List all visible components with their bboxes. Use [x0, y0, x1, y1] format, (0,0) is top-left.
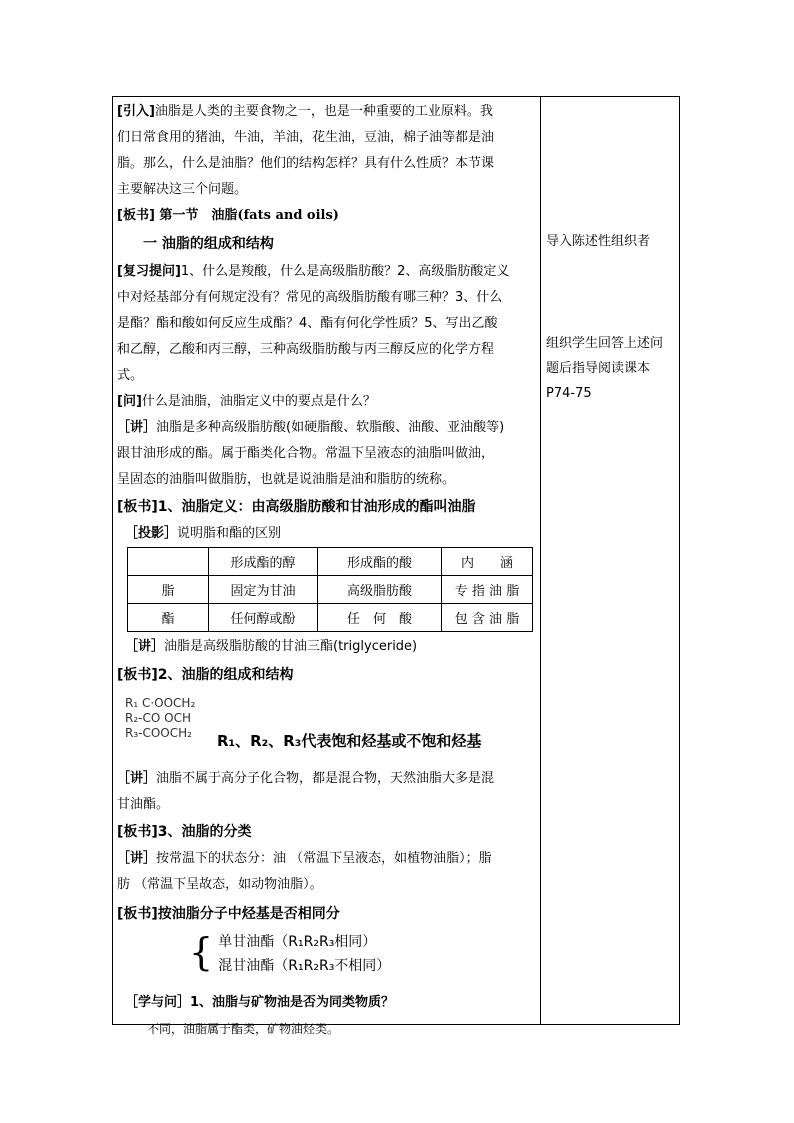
side-note-1: 导入陈述性组织者 — [546, 234, 651, 249]
intro-line-1: 油脂是人类的主要食物之一，也是一种重要的工业原料。我 — [154, 104, 493, 119]
intro-line-2: 们日常食用的猪油，牛油，羊油，花生油，豆油，棉子油等都是油 — [117, 130, 495, 145]
lecture-line-1: 按常温下的状态分：油 （常温下呈液态，如植物油脂）；脂 — [156, 851, 492, 866]
projection-tag: ［投影］ — [125, 526, 178, 541]
mixed-glyceride: 混甘油酯（R₁R₂R₃不相同） — [218, 958, 391, 974]
lecture-tag: ［讲］ — [117, 420, 157, 435]
review-tag: [复习提问] — [117, 264, 181, 279]
board-text: 按油脂分子中烃基是否相同分 — [157, 906, 340, 922]
table-row — [128, 576, 533, 604]
table-cell: 专 指 油 脂 — [442, 576, 533, 604]
intro-line-3: 脂。那么，什么是油脂？他们的结构怎样？具有什么性质？本节课 — [117, 156, 495, 171]
board-tag: [板书] — [117, 499, 158, 515]
lecture-para-1 — [117, 415, 535, 493]
section-heading: 一 油脂的组成和结构 — [143, 236, 274, 252]
board-heading-5 — [117, 898, 535, 930]
table-cell: 包 含 油 脂 — [442, 604, 533, 632]
question-text: 什么是油脂，油脂定义中的要点是什么？ — [141, 394, 376, 409]
single-glyceride: 单甘油酯（R₁R₂R₃相同） — [218, 934, 377, 950]
intro-line-4: 主要解决这三个问题。 — [117, 182, 248, 197]
answer-text: 不同，油脂属于酯类，矿物油烃类。 — [147, 1022, 340, 1036]
review-line-5: 式。 — [117, 368, 144, 383]
lecture-line-1: 油脂是多种高级脂肪酸(如硬脂酸、软脂酸、油酸、亚油酸等) — [156, 420, 505, 435]
review-line-2: 中对烃基部分有何规定没有？常见的高级脂肪酸有哪三种？3、什么 — [117, 290, 503, 305]
board-heading-2 — [117, 493, 535, 521]
board-tag: [板书] — [117, 208, 155, 223]
review-line-1: 1、什么是羧酸，什么是高级脂肪酸？2、高级脂肪酸定义 — [180, 264, 510, 279]
board-heading-3 — [117, 660, 535, 690]
lecture-para-4 — [117, 846, 535, 898]
study-tag: ［学与问］ — [125, 995, 191, 1010]
lecture-line-2: 甘油酯。 — [117, 797, 170, 812]
board-tag: [板书] — [117, 824, 158, 840]
lecture-para-2 — [117, 634, 535, 660]
table-header-cell: 形成酯的酸 — [318, 548, 442, 576]
lecture-tag: ［讲］ — [125, 639, 165, 654]
lecture-line-2: 跟甘油形成的酯。属于酯类化合物。常温下呈液态的油脂叫做油， — [117, 446, 495, 461]
study-question — [117, 988, 535, 1018]
intro-para — [117, 99, 535, 203]
column-divider — [540, 97, 541, 1024]
board-text: 3、油脂的分类 — [157, 824, 252, 840]
table-header-cell: 内 涵 — [442, 548, 533, 576]
table-header-row — [128, 548, 533, 576]
study-text: 1、油脂与矿物油是否为同类物质？ — [190, 995, 395, 1010]
formula-caption: R₁、R₂、R₃代表饱和烃基或不饱和烃基 — [217, 732, 482, 750]
projection-para — [117, 521, 535, 547]
formula-line-1: R₁ C·OOCH₂ — [125, 696, 196, 710]
table-cell: 酯 — [128, 604, 209, 632]
formula-line-2: R₂-CO OCH — [125, 711, 191, 725]
intro-tag: [引入] — [117, 104, 155, 119]
side-note-2 — [546, 331, 663, 406]
question-para — [117, 389, 535, 415]
board-tag: [板书] — [117, 667, 158, 683]
table-cell: 固定为甘油 — [209, 576, 318, 604]
board-heading-1 — [117, 203, 535, 229]
table-cell: 任 何 酸 — [318, 604, 442, 632]
brace-symbol: { — [189, 930, 214, 974]
question-tag: [问] — [117, 394, 142, 409]
lecture-text: 油脂是高级脂肪酸的甘油三酯(triglyceride) — [164, 639, 418, 654]
board-tag: [板书] — [117, 906, 158, 922]
side-note-2-line-1: 组织学生回答上述问 — [546, 336, 664, 351]
projection-text: 说明脂和酯的区别 — [177, 526, 282, 541]
board-heading-4 — [117, 818, 535, 846]
board-text: 1、油脂定义：由高级脂肪酸和甘油形成的酯叫油脂 — [157, 499, 476, 515]
table-cell: 脂 — [128, 576, 209, 604]
review-line-4: 和乙醇，乙酸和丙三醇，三种高级脂肪酸与丙三醇反应的化学方程 — [117, 342, 495, 357]
board-text: 第一节 油脂(fats and oils) — [159, 208, 339, 223]
side-note-2-line-2: 题后指导阅读课本 — [546, 361, 651, 376]
glyceride-formula — [117, 696, 535, 758]
lesson-table — [112, 96, 680, 1036]
comparison-table — [127, 547, 533, 632]
lecture-tag: ［讲］ — [117, 771, 157, 786]
board-text: 2、油脂的组成和结构 — [157, 667, 294, 683]
lecture-tag: ［讲］ — [117, 851, 157, 866]
formula-line-3: R₃-COOCH₂ — [125, 726, 192, 740]
table-row — [128, 604, 533, 632]
table-header-cell — [128, 548, 209, 576]
lecture-line-2: 肪 （常温下呈故态，如动物油脂）。 — [117, 877, 323, 892]
side-note-2-line-3: P74-75 — [546, 386, 592, 401]
review-para — [117, 259, 535, 389]
main-column — [117, 99, 535, 1040]
review-line-3: 是酯？酯和酸如何反应生成酯？4、酯有何化学性质？5、写出乙酸 — [117, 316, 498, 331]
table-cell: 高级脂肪酸 — [318, 576, 442, 604]
table-cell: 任何醇或酚 — [209, 604, 318, 632]
lecture-line-3: 呈固态的油脂叫做脂肪，也就是说油脂是油和脂肪的统称。 — [117, 472, 456, 487]
lecture-line-1: 油脂不属于高分子化合物，都是混合物，天然油脂大多是混 — [156, 771, 495, 786]
classification-brace — [117, 930, 535, 980]
lecture-para-3 — [117, 766, 535, 818]
table-header-cell: 形成酯的醇 — [209, 548, 318, 576]
